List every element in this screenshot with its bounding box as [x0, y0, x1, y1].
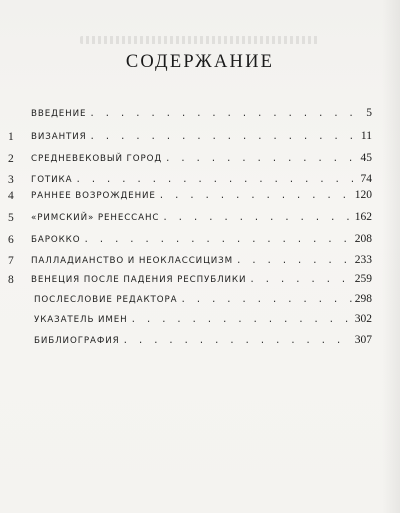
- chapter-number: 7: [8, 255, 14, 267]
- chapter-title: БАРОККО: [31, 235, 81, 245]
- chapter-title: УКАЗАТЕЛЬ ИМЕН: [34, 315, 128, 325]
- dot-leader: [75, 175, 357, 185]
- toc-entry-chapter-8[interactable]: [0, 273, 400, 291]
- page-number: 5: [366, 107, 372, 119]
- show-through-text: [80, 36, 320, 44]
- dot-leader: [159, 191, 352, 201]
- chapter-title: «РИМСКИЙ» РЕНЕССАНС: [31, 213, 160, 223]
- chapter-number: 2: [8, 153, 14, 165]
- chapter-title: БИБЛИОГРАФИЯ: [34, 336, 120, 346]
- page-number: 307: [354, 334, 372, 346]
- page-number: 11: [360, 130, 372, 142]
- page-number: 298: [354, 293, 372, 305]
- dot-leader: [165, 154, 357, 164]
- chapter-title: ВЕНЕЦИЯ ПОСЛЕ ПАДЕНИЯ РЕСПУБЛИКИ: [31, 275, 247, 285]
- chapter-title: ПОСЛЕСЛОВИЕ РЕДАКТОРА: [34, 295, 178, 305]
- toc-entry-afterword[interactable]: [0, 293, 400, 311]
- dot-leader: [249, 275, 351, 285]
- toc-entry-chapter-4[interactable]: [0, 189, 400, 207]
- dot-leader: [180, 295, 351, 305]
- dot-leader: [236, 256, 352, 266]
- page-number: 74: [360, 173, 372, 185]
- dot-leader: [162, 213, 351, 223]
- chapter-title: СРЕДНЕВЕКОВЫЙ ГОРОД: [31, 154, 163, 164]
- page-number: 45: [360, 152, 372, 164]
- toc-entry-chapter-1[interactable]: [0, 130, 400, 148]
- chapter-title: ПАЛЛАДИАНСТВО И НЕОКЛАССИЦИЗМ: [31, 256, 233, 266]
- dot-leader: [89, 109, 363, 119]
- chapter-number: 5: [8, 212, 14, 224]
- chapter-number: 4: [8, 190, 14, 202]
- page-number: 233: [354, 254, 372, 266]
- toc-entry-index[interactable]: [0, 313, 400, 331]
- chapter-number: 8: [8, 274, 14, 286]
- toc-entry-chapter-5[interactable]: [0, 211, 400, 229]
- chapter-title: ГОТИКА: [31, 175, 73, 185]
- page-title: СОДЕРЖАНИЕ: [125, 52, 275, 72]
- chapter-number: 3: [8, 174, 14, 186]
- page-number: 162: [354, 211, 372, 223]
- toc-entry-introduction[interactable]: [0, 107, 400, 125]
- page-number: 120: [354, 189, 372, 201]
- chapter-title: ВВЕДЕНИЕ: [31, 109, 87, 119]
- toc-entry-chapter-7[interactable]: [0, 254, 400, 272]
- dot-leader: [123, 336, 352, 346]
- toc-entry-chapter-6[interactable]: [0, 233, 400, 251]
- toc-entry-bibliography[interactable]: [0, 334, 400, 352]
- dot-leader: [131, 315, 352, 325]
- page-number: 302: [354, 313, 372, 325]
- page-number: 208: [354, 233, 372, 245]
- chapter-number: 6: [8, 234, 14, 246]
- chapter-title: РАННЕЕ ВОЗРОЖДЕНИЕ: [31, 191, 156, 201]
- toc-entry-chapter-2[interactable]: [0, 152, 400, 170]
- page-number: 259: [354, 273, 372, 285]
- chapter-title: ВИЗАНТИЯ: [31, 132, 87, 142]
- dot-leader: [83, 235, 351, 245]
- dot-leader: [90, 132, 358, 142]
- chapter-number: 1: [8, 131, 14, 143]
